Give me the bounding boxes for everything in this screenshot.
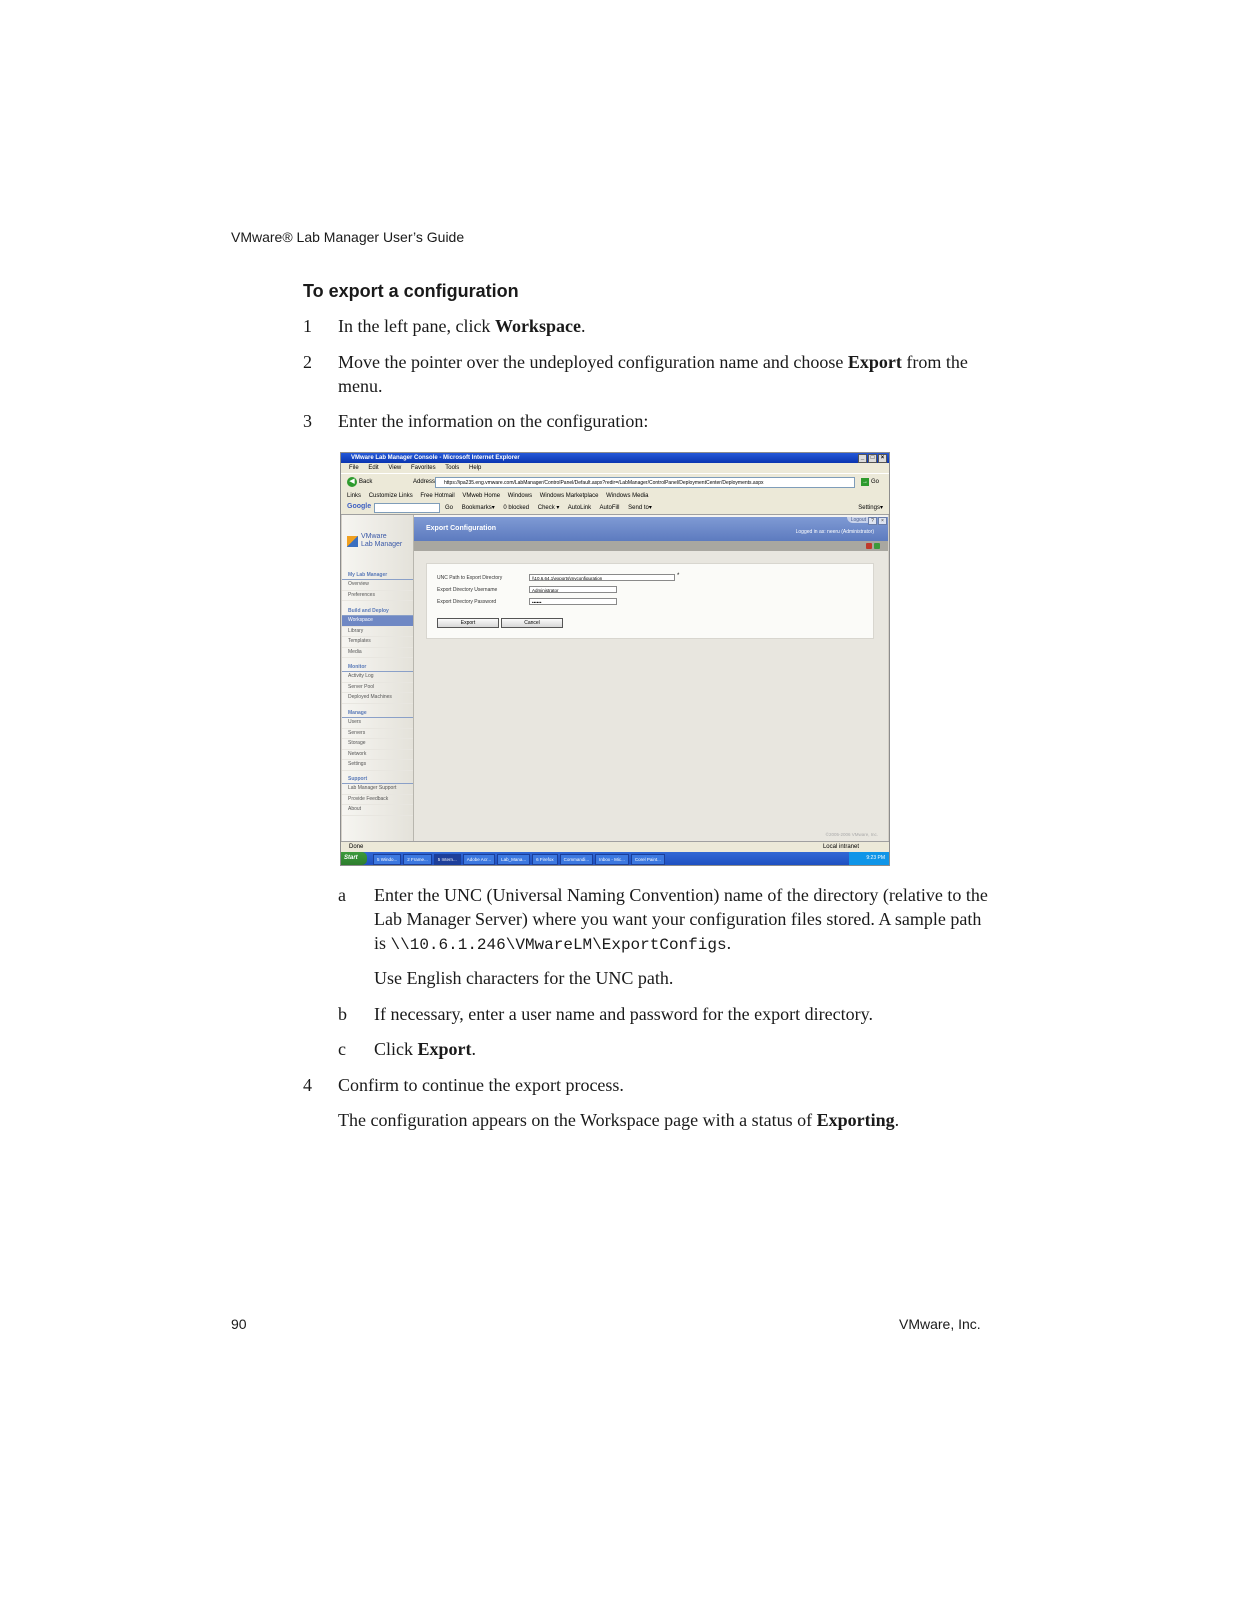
nav-item-library[interactable]: Library — [342, 627, 413, 638]
start-button[interactable]: Start — [341, 852, 367, 865]
substep-a — [338, 883, 988, 957]
logout-link[interactable]: Logout — [847, 517, 870, 523]
help-icon[interactable]: ? — [868, 517, 877, 525]
vmware-logo — [347, 533, 402, 549]
browser-status-bar — [341, 841, 889, 852]
result-post: . — [894, 1110, 900, 1130]
ui-term: Export — [847, 352, 902, 372]
nav-item-deployed-machines[interactable]: Deployed Machines — [342, 693, 413, 704]
taskbar-item[interactable]: 5 Windo... — [373, 854, 401, 865]
maximize-icon[interactable]: □ — [868, 454, 877, 463]
google-send-to[interactable]: Send to▾ — [628, 505, 652, 511]
links-bar — [341, 491, 889, 501]
procedure-title: To export a configuration — [303, 281, 519, 301]
step-text: . — [580, 316, 586, 336]
taskbar-item[interactable]: Corel Paint... — [631, 854, 665, 865]
substep-letter: b — [338, 1004, 347, 1024]
step-number: 1 — [303, 316, 312, 336]
back-label: Back — [359, 479, 373, 485]
nav-heading: Manage — [342, 709, 413, 718]
substep-text: Click — [374, 1039, 418, 1059]
nav-heading: My Lab Manager — [342, 571, 413, 580]
windows-taskbar — [341, 852, 889, 865]
step-text: Move the pointer over the undeployed configuration name and choose — [338, 352, 848, 372]
footer-company: VMware, Inc. — [899, 1316, 981, 1332]
go-button[interactable] — [861, 478, 879, 486]
nav-item-server-pool[interactable]: Server Pool — [342, 683, 413, 694]
browser-title-bar — [341, 453, 889, 463]
step-number: 2 — [303, 352, 312, 372]
taskbar-item[interactable]: 6 Firefox — [532, 854, 558, 865]
step-text: Enter the information on the configuration: — [338, 411, 649, 431]
page-number: 90 — [231, 1316, 247, 1332]
go-label: Go — [871, 479, 880, 485]
error-icon[interactable] — [866, 543, 872, 549]
unc-path-label: UNC Path to Export Directory — [437, 575, 503, 581]
close-icon[interactable]: × — [878, 454, 887, 463]
window-title: VMware Lab Manager Console - Microsoft Internet Explorer — [351, 455, 520, 461]
substep-text: Enter the UNC (Universal Naming Convention) name of the directory (relative to the Lab Manager Server) where you want your configuration files stored. A sample path is — [374, 885, 988, 953]
taskbar-item[interactable]: 5 Intern... — [434, 854, 461, 865]
nav-group-manage — [342, 709, 413, 771]
address-input[interactable]: https://ipa235.eng.vmware.com/LabManager/ControlPanel/Default.aspx?redir=/LabManager/ControlPanel/DeploymentCenter/Deployments.aspx — [435, 477, 855, 488]
link-item[interactable]: Free Hotmail — [420, 493, 455, 499]
nav-item-templates[interactable]: Templates — [342, 637, 413, 648]
nav-group-my-lab-manager — [342, 571, 413, 601]
nav-heading: Support — [342, 775, 413, 784]
nav-item-settings[interactable]: Settings — [342, 760, 413, 771]
nav-item-activity-log[interactable]: Activity Log — [342, 672, 413, 683]
link-item[interactable]: Windows — [507, 493, 533, 499]
menu-help[interactable]: Help — [468, 465, 482, 471]
logo-text: VMware — [361, 533, 387, 540]
step-text: In the left pane, click — [338, 316, 495, 336]
browser-toolbar — [341, 473, 889, 492]
ui-term: Workspace — [494, 316, 581, 336]
export-form — [426, 563, 874, 639]
address-label: Address — [413, 479, 436, 485]
logo-text: Lab Manager — [361, 541, 403, 548]
menu-favorites[interactable]: Favorites — [410, 465, 436, 471]
username-label: Export Directory Username — [437, 587, 498, 593]
links-label: Links — [347, 493, 362, 499]
google-check[interactable]: Check ▾ — [537, 505, 560, 511]
nav-heading: Build and Deploy — [342, 607, 413, 616]
lab-manager-page — [342, 515, 888, 841]
taskbar-item[interactable]: Adobe Acr... — [463, 854, 495, 865]
step-3 — [303, 409, 983, 433]
substep-letter: a — [338, 885, 346, 905]
step-text: Confirm to continue the export process. — [338, 1075, 624, 1095]
substep-text: . — [471, 1039, 476, 1059]
link-item[interactable]: Windows Marketplace — [539, 493, 599, 499]
google-toolbar — [341, 501, 889, 515]
note-unc-path: Use English characters for the UNC path. — [374, 968, 674, 988]
result-pre: The configuration appears on the Workspace page with a status of — [338, 1110, 817, 1130]
sample-path: \\10.6.1.246\VMwareLM\ExportConfigs — [390, 936, 727, 954]
browser-menu-bar — [341, 463, 889, 473]
status-term: Exporting — [816, 1110, 895, 1130]
step-2 — [303, 350, 983, 398]
page-header — [414, 517, 888, 541]
nav-group-monitor — [342, 663, 413, 704]
result-text — [338, 1108, 899, 1132]
substep-text: . — [726, 933, 732, 953]
menu-file[interactable]: File — [349, 465, 359, 471]
minimize-icon[interactable]: _ — [858, 454, 867, 463]
left-pane — [342, 515, 414, 841]
close-icon[interactable]: × — [878, 517, 887, 525]
link-item[interactable]: Customize Links — [368, 493, 413, 499]
page-subbar — [414, 541, 888, 551]
export-button[interactable]: Export — [437, 618, 499, 628]
menu-tools[interactable]: Tools — [445, 465, 460, 471]
google-go[interactable]: Go — [445, 505, 454, 511]
logged-in-status: Logged in as: neeru (Administrator) — [795, 529, 874, 535]
main-content — [414, 551, 888, 841]
menu-edit[interactable]: Edit — [368, 465, 379, 471]
step-number: 3 — [303, 411, 312, 431]
vmware-logo-icon — [347, 536, 358, 547]
running-header: VMware® Lab Manager User’s Guide — [231, 229, 465, 245]
back-arrow-icon: ◀ — [347, 477, 357, 487]
nav-heading: Monitor — [342, 663, 413, 672]
password-label: Export Directory Password — [437, 599, 497, 605]
unc-path-input[interactable]: \\10.6.64.1\exports\myconfiguration — [529, 574, 675, 581]
required-marker: * — [677, 573, 680, 579]
substep-letter: c — [338, 1039, 346, 1059]
nav-group-build-and-deploy — [342, 607, 413, 658]
substep-c — [338, 1037, 988, 1061]
nav-item-about[interactable]: About — [342, 805, 413, 816]
system-clock: 9:23 PM — [849, 852, 889, 865]
nav-item-provide-feedback[interactable]: Provide Feedback — [342, 795, 413, 806]
copyright: ©2005-2006 VMware, Inc. — [825, 832, 878, 837]
nav-item-storage[interactable]: Storage — [342, 739, 413, 750]
go-arrow-icon: → — [862, 479, 868, 485]
status-text: Done — [349, 844, 364, 850]
password-input[interactable]: •••••• — [529, 598, 617, 605]
step-1 — [303, 314, 983, 338]
nav-item-users[interactable]: Users — [342, 718, 413, 729]
username-input[interactable]: Administrator — [529, 586, 617, 593]
refresh-icon[interactable] — [874, 543, 880, 549]
nav-item-lab-manager-support[interactable]: Lab Manager Support — [342, 784, 413, 795]
taskbar-item[interactable]: Lab_Mana... — [497, 854, 530, 865]
google-bookmarks[interactable]: Bookmarks▾ — [461, 505, 495, 511]
nav-item-network[interactable]: Network — [342, 750, 413, 761]
taskbar-item[interactable]: Inbox - Mic... — [595, 854, 629, 865]
nav-item-workspace[interactable]: Workspace — [342, 616, 413, 627]
link-item[interactable]: VMweb Home — [462, 493, 501, 499]
google-popup-blocked[interactable]: 0 blocked — [503, 505, 530, 511]
step-number: 4 — [303, 1075, 312, 1095]
nav-group-support — [342, 775, 413, 816]
google-logo: Google — [347, 503, 372, 510]
step-4 — [303, 1073, 983, 1097]
menu-view[interactable]: View — [388, 465, 402, 471]
page-title: Export Configuration — [426, 525, 496, 532]
ui-term: Export — [417, 1039, 472, 1059]
taskbar-item[interactable]: 2 Frame... — [403, 854, 432, 865]
security-zone: Local intranet — [822, 844, 859, 850]
link-item[interactable]: Windows Media — [606, 493, 649, 499]
taskbar-item[interactable]: Commandi... — [560, 854, 594, 865]
google-settings[interactable]: Settings▾ — [858, 505, 883, 511]
cancel-button[interactable]: Cancel — [501, 618, 563, 628]
nav-item-media[interactable]: Media — [342, 648, 413, 659]
nav-item-servers[interactable]: Servers — [342, 729, 413, 740]
substep-b — [338, 1002, 988, 1026]
step-text: from the menu. — [338, 352, 968, 396]
google-autofill[interactable]: AutoFill — [599, 505, 620, 511]
back-button[interactable] — [347, 477, 372, 487]
nav-item-overview[interactable]: Overview — [342, 580, 413, 591]
export-configuration-screenshot — [340, 452, 890, 866]
substep-text: If necessary, enter a user name and password for the export directory. — [374, 1004, 873, 1024]
google-search-input[interactable] — [374, 503, 440, 513]
nav-item-preferences[interactable]: Preferences — [342, 591, 413, 602]
google-autolink[interactable]: AutoLink — [567, 505, 592, 511]
